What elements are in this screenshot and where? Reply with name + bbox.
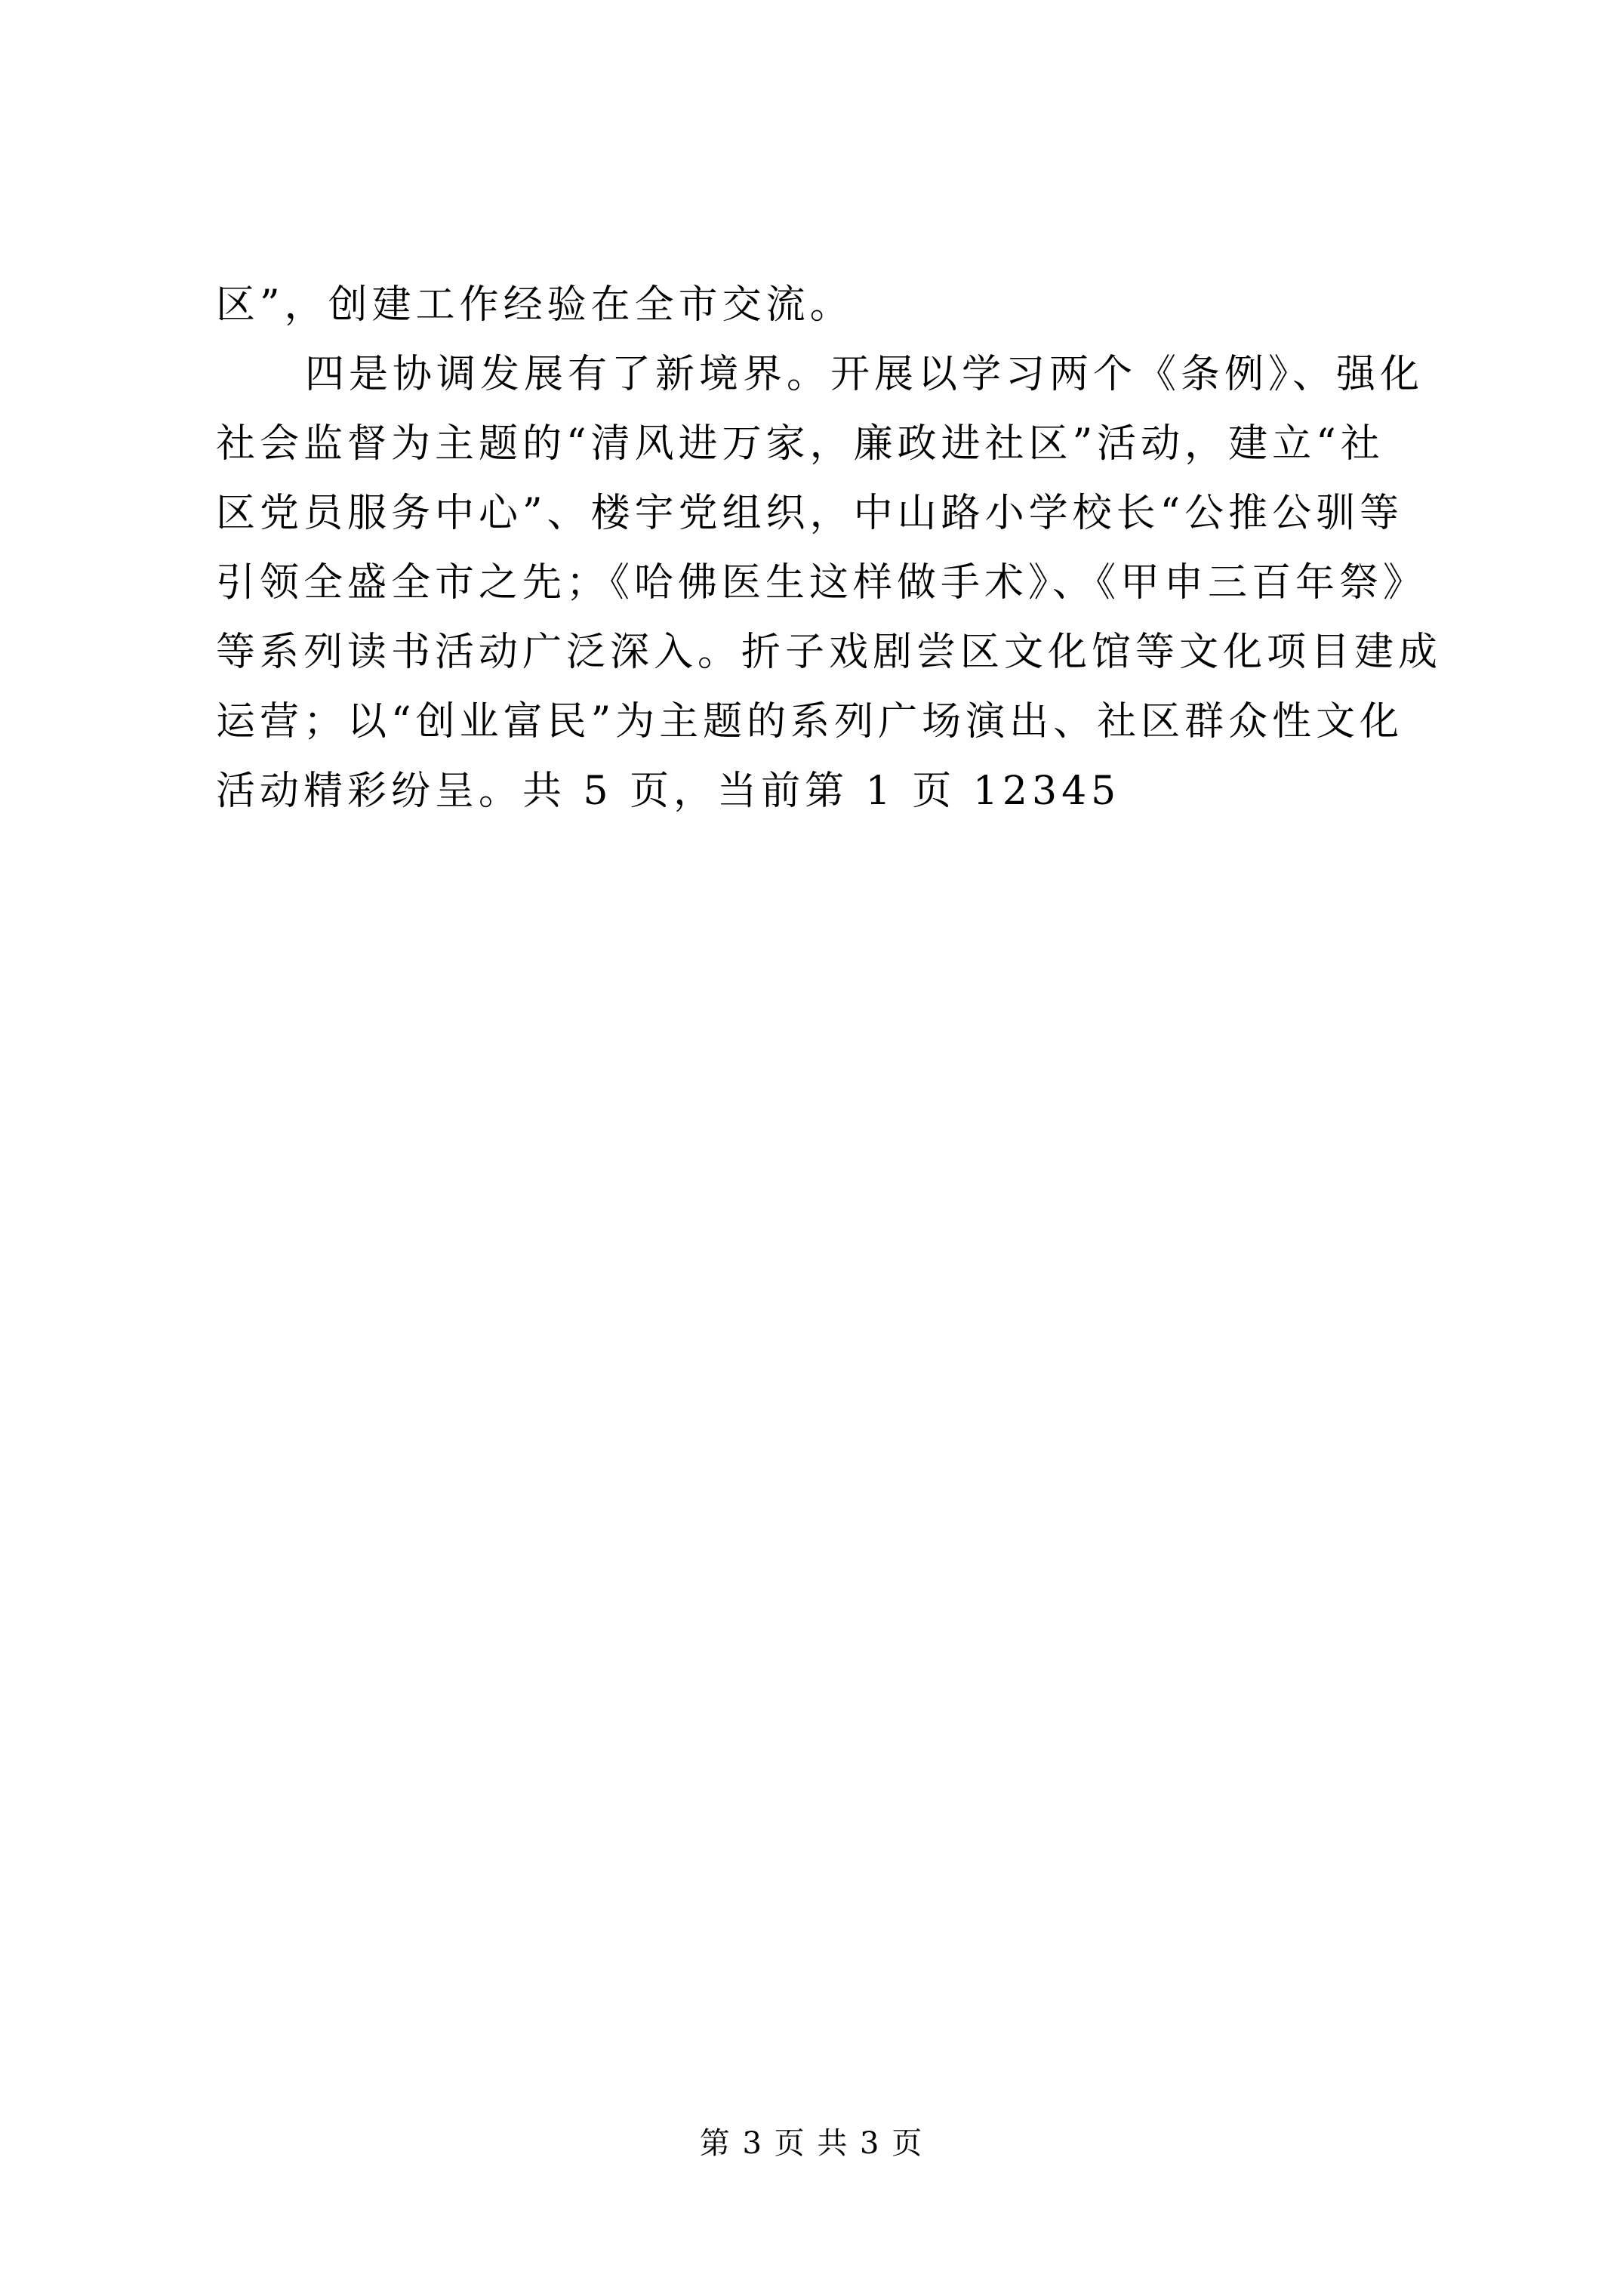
text-line: 运营；以“创业富民”为主题的系列广场演出、社区群众性文化: [216, 699, 1404, 744]
text-line: 区”，创建工作经验在全市交流。: [216, 282, 854, 328]
text-line: 引领全盛全市之先；《哈佛医生这样做手术》、《甲申三百年祭》: [216, 560, 1427, 606]
text-line: 活动精彩纷呈。共 5 页，当前第 1 页 12345: [216, 769, 1121, 814]
text-line: 等系列读书活动广泛深入。折子戏剧尝区文化馆等文化项目建成: [216, 630, 1443, 675]
text-line: 区党员服务中心”、楼宇党组织，中山路小学校长“公推公驯等: [216, 491, 1404, 536]
text-line: 社会监督为主题的“清风进万家，廉政进社区”活动，建立“社: [216, 421, 1384, 467]
body-text: [216, 270, 1443, 826]
page-footer: 第 3 页 共 3 页: [699, 2126, 924, 2161]
paragraph-first-line: 四是协调发展有了新境界。开展以学习两个《条例》、强化: [305, 352, 1424, 397]
